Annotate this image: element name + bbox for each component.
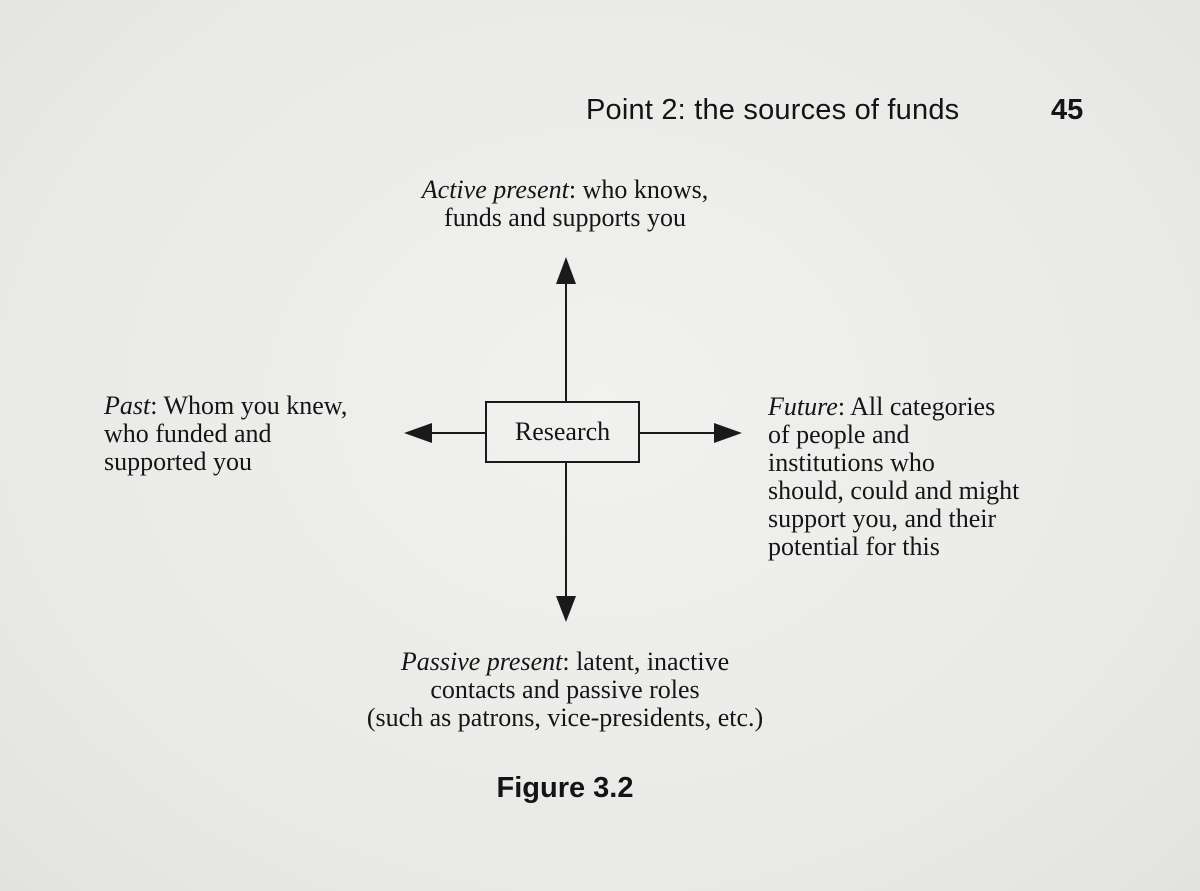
label-past-line2: who funded and [104, 419, 272, 448]
label-active-present-line1-rest: : who knows, [568, 175, 709, 204]
label-future-line6: potential for this [768, 532, 940, 561]
label-past [104, 392, 347, 476]
figure-caption: Figure 3.2 [496, 772, 634, 804]
label-past-line1 [104, 392, 347, 420]
label-future-line5: support you, and their [768, 504, 997, 533]
label-future-line1-rest: : All categories [837, 392, 996, 421]
label-passive-present-line2: contacts and passive roles [430, 675, 700, 704]
label-past-line3: supported you [104, 447, 253, 476]
arrow-right [640, 423, 742, 443]
running-head-title: Point 2: the sources of funds [586, 94, 960, 126]
arrow-up [556, 257, 576, 401]
label-passive-present [300, 648, 830, 732]
term-past: Past [104, 391, 151, 420]
page-number: 45 [1051, 94, 1084, 126]
label-active-present-line1 [330, 176, 800, 204]
label-passive-present-line1 [300, 648, 830, 676]
label-passive-present-line1-rest: : latent, inactive [562, 647, 730, 676]
label-future-line4: should, could and might [768, 476, 1020, 505]
term-active-present: Active present [421, 175, 569, 204]
label-past-line1-rest: : Whom you knew, [150, 391, 348, 420]
label-future [768, 393, 1019, 561]
label-future-line1 [768, 393, 1019, 421]
arrow-left [404, 423, 485, 443]
label-future-line3: institutions who [768, 448, 935, 477]
label-active-present-line2: funds and supports you [444, 203, 686, 232]
term-future: Future [768, 392, 838, 421]
arrow-down [556, 463, 576, 622]
research-box: Research [485, 401, 640, 463]
label-passive-present-line3: (such as patrons, vice-presidents, etc.) [366, 703, 764, 732]
label-active-present [330, 176, 800, 232]
label-future-line2: of people and [768, 420, 910, 449]
term-passive-present: Passive present [400, 647, 563, 676]
